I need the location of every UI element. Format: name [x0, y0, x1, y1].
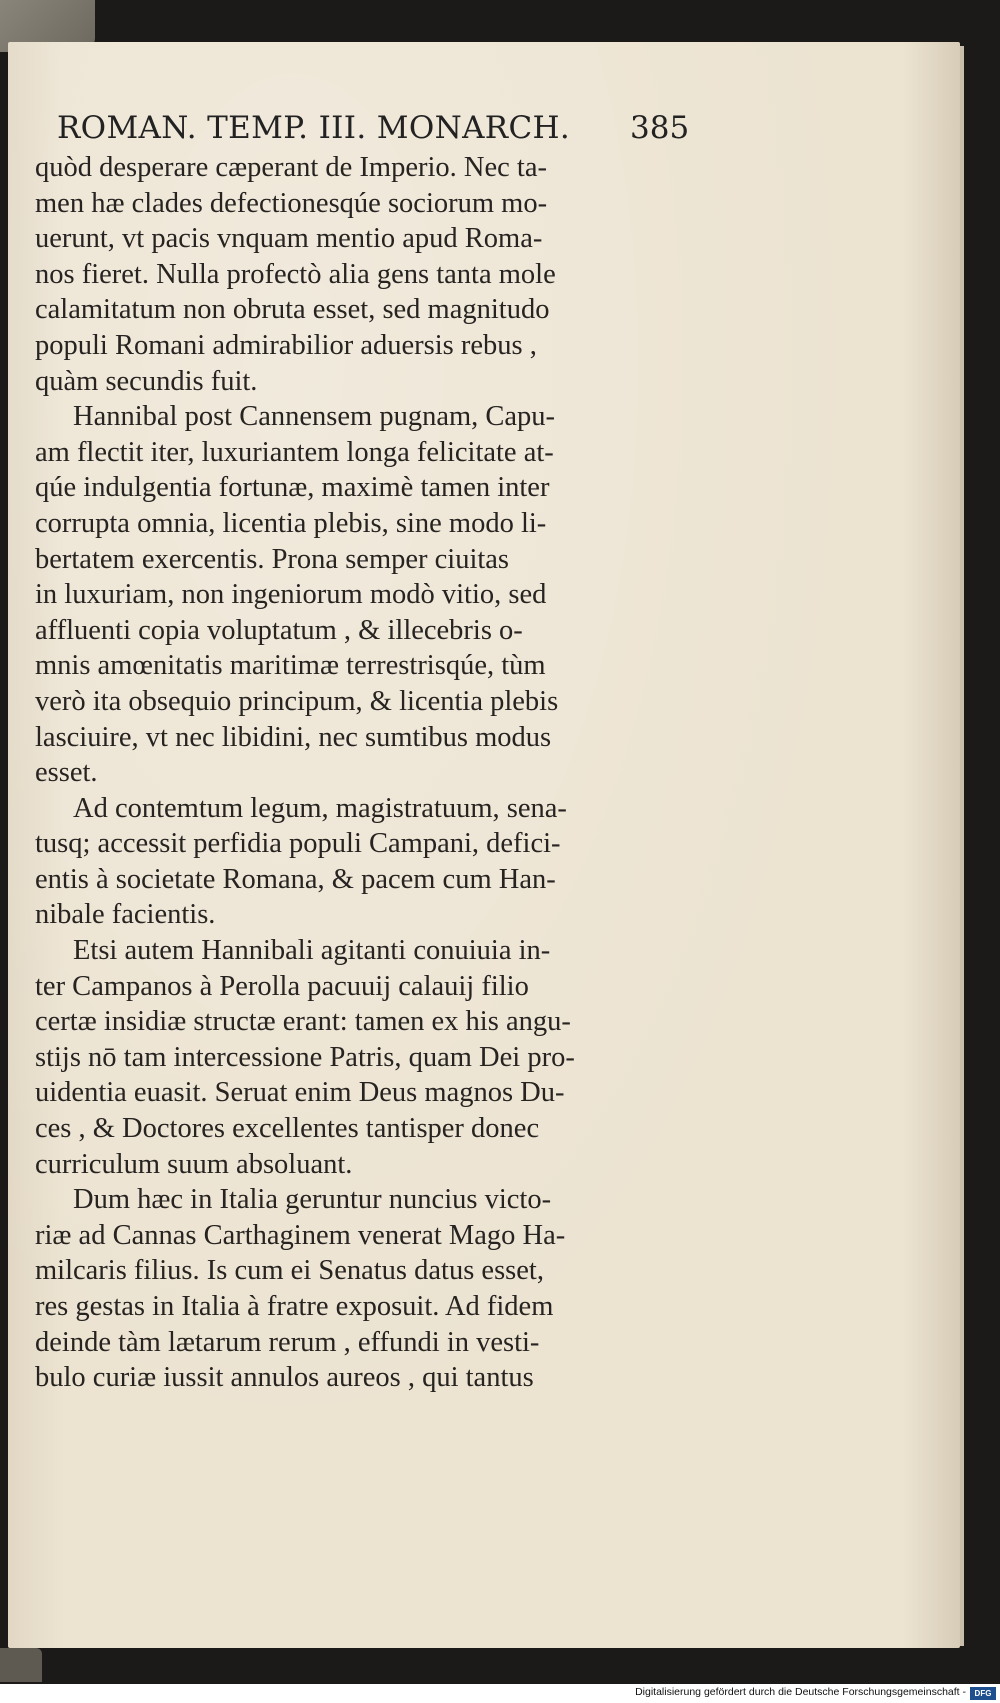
text-line: bulo curiæ iussit annulos aureos , qui tantus [35, 1362, 534, 1394]
dfg-logo: DFG [970, 1687, 996, 1700]
text-line: mnis amœnitatis maritimæ terrestrisqúe, tùm [35, 650, 546, 682]
running-header [57, 110, 690, 146]
footer-bar [0, 1684, 1000, 1703]
text-line: Ad contemtum legum, magistratuum, sena- [73, 792, 567, 824]
text-line: milcaris filius. Is cum ei Senatus datus esset, [35, 1255, 544, 1287]
text-line: nibale facientis. [35, 899, 216, 931]
text-line: verò ita obsequio principum, & licentia plebis [35, 685, 559, 717]
text-line: quàm secundis fuit. [35, 365, 258, 397]
text-line: esset. [35, 757, 98, 789]
text-line: ces , & Doctores excellentes tantisper donec [35, 1113, 540, 1145]
text-line: men hæ clades defectionesqúe sociorum mo- [35, 187, 548, 219]
text-line: deinde tàm lætarum rerum , effundi in vesti- [35, 1326, 540, 1358]
book-bottom-corner [0, 1648, 42, 1682]
text-line: bertatem exercentis. Prona semper ciuitas [35, 543, 510, 575]
text-line: populi Romani admirabilior aduersis rebus , [35, 329, 537, 361]
running-title: ROMAN. TEMP. III. MONARCH. [57, 110, 571, 146]
text-line: uidentia euasit. Seruat enim Deus magnos Du- [35, 1077, 565, 1109]
page-edge [960, 46, 964, 1646]
text-line: quòd desperare cæperant de Imperio. Nec ta- [35, 152, 547, 183]
text-line: riæ ad Cannas Carthaginem venerat Mago Ha- [35, 1219, 566, 1251]
text-line: res gestas in Italia à fratre exposuit. Ad fidem [35, 1291, 554, 1322]
text-line: curriculum suum absoluant. [35, 1148, 353, 1180]
text-line: stijs nō tam intercessione Patris, quam Dei pro- [35, 1041, 575, 1073]
text-line: in luxuriam, non ingeniorum modò vitio, sed [35, 579, 547, 611]
text-line: corrupta omnia, licentia plebis, sine modo li- [35, 507, 547, 539]
page-number: 385 [630, 110, 690, 146]
text-line: qúe indulgentia fortunæ, maximè tamen inter [35, 472, 550, 504]
text-line: ter Campanos à Perolla pacuuij calauij filio [35, 970, 529, 1002]
text-line: lasciuire, vt nec libidini, nec sumtibus modus [35, 721, 552, 753]
text-line: Dum hæc in Italia geruntur nuncius victo- [73, 1184, 552, 1216]
text-line: tusq; accessit perfidia populi Campani, defici- [35, 828, 561, 860]
text-line: am flectit iter, luxuriantem longa felicitate at- [35, 436, 554, 468]
text-line: Etsi autem Hannibali agitanti conuiuia in- [73, 935, 551, 967]
text-line: entis à societate Romana, & pacem cum Han- [35, 863, 556, 895]
text-line: calamitatum non obruta esset, sed magnitudo [35, 294, 550, 326]
text-line: nos fieret. Nulla profectò alia gens tanta mole [35, 258, 556, 290]
text-line: Hannibal post Cannensem pugnam, Capu- [73, 401, 556, 433]
text-line: affluenti copia voluptatum , & illecebris o- [35, 614, 523, 646]
text-line: uerunt, vt pacis vnquam mentio apud Roma- [35, 223, 543, 255]
digitization-credit: Digitalisierung gefördert durch die Deutsche Forschungsgemeinschaft - [635, 1686, 966, 1698]
body-text [35, 150, 675, 1396]
text-line: certæ insidiæ structæ erant: tamen ex his angu- [35, 1006, 571, 1038]
